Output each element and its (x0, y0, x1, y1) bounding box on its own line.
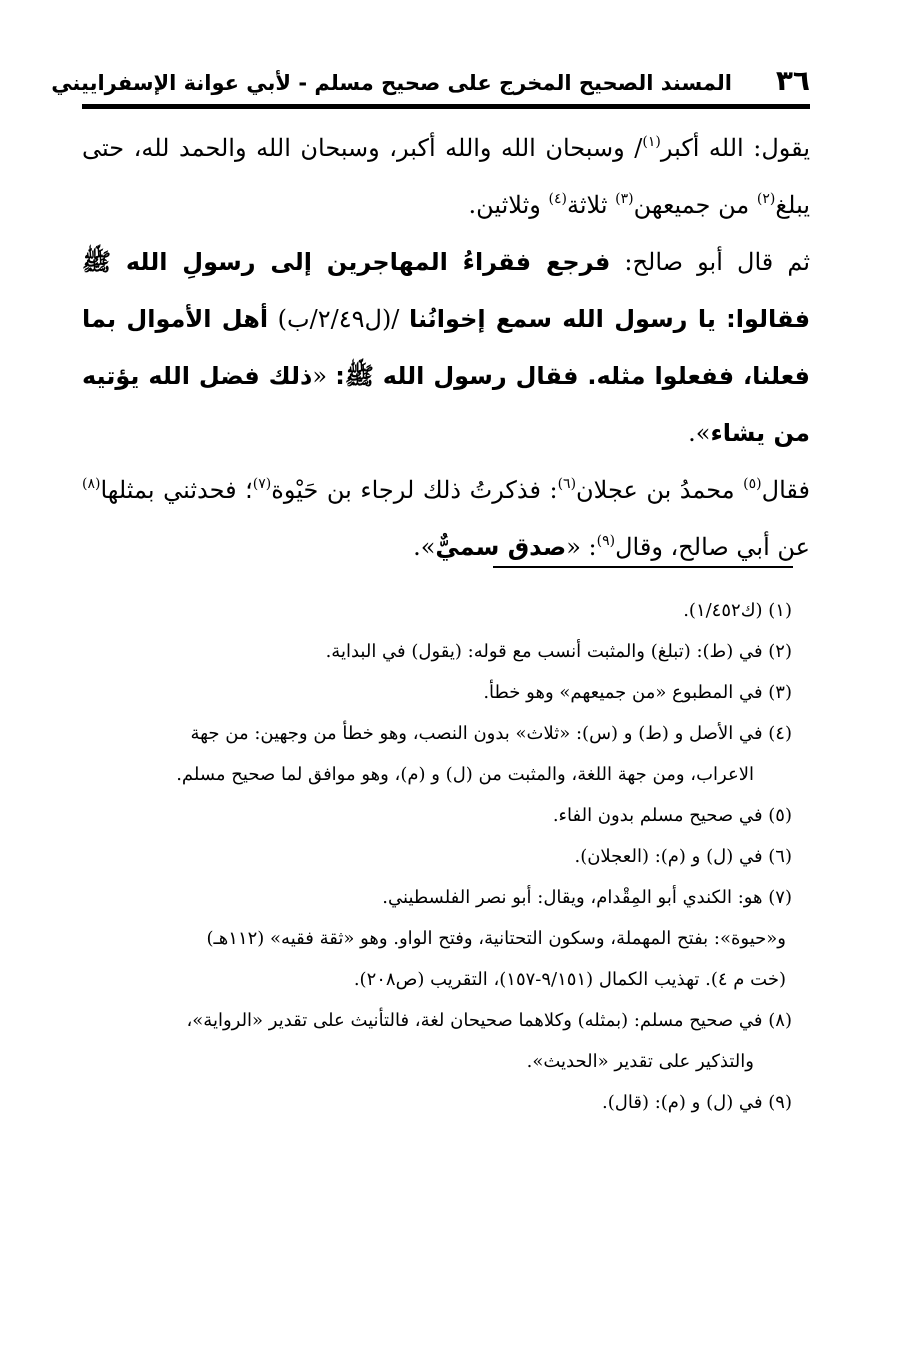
footnote-ref: (٥) (743, 476, 762, 492)
header-rule (82, 104, 810, 109)
page-number: ٣٦ (775, 64, 810, 97)
text-run: ؛ فحدثني بمثلها (100, 476, 253, 504)
text-run: « (312, 362, 336, 390)
footnote-ref: (٤) (548, 191, 567, 207)
text-run: : فذكرتُ ذلك لرجاء بن حَيْوة (271, 476, 558, 504)
text-run: عن أبي صالح، وقال (615, 533, 810, 561)
text-run: ». (413, 533, 436, 561)
page-header (51, 60, 810, 104)
footnote-ref: (٢) (756, 191, 776, 207)
text-run: ». (688, 419, 711, 447)
footnote-6: (٦) في (ل) و (م): (العجلان). (574, 846, 792, 867)
footnotes (82, 590, 792, 1123)
footnote-8: (٨) في صحيح مسلم: (بمثله) وكلاهما صحيحان لغة، فالتأنيث على تقدير «الرواية»، (186, 1010, 792, 1031)
footnote-ref: (٩) (596, 533, 616, 549)
paragraph-1 (82, 120, 810, 234)
footnote-5: (٥) في صحيح مسلم بدون الفاء. (552, 805, 792, 826)
main-text (82, 120, 810, 576)
footnote-7-note: و«حيوة»: بفتح المهملة، وسكون التحتانية، وفتح الواو. وهو «ثقة فقيه» (١١٢هـ) (206, 928, 786, 949)
footnote-8-continued: والتذكير على تقدير «الحديث». (526, 1051, 754, 1072)
footnote-7-note-continued: (خت م ٤). تهذيب الكمال (٩/١٥١-١٥٧)، التقريب (ص٢٠٨). (353, 969, 786, 990)
footnote-4: (٤) في الأصل و (ط) و (س): «ثلاث» بدون النصب، وهو خطأ من وجهين: من جهة (190, 723, 792, 744)
hadith-text: فرجع فقراءُ المهاجرين إلى رسولِ الله ﷺ فقالوا: يا رسول الله سمع إخوانُنا (82, 248, 811, 333)
footnote-ref: (٦) (557, 476, 577, 492)
footnote-2: (٢) في (ط): (تبلغ) والمثبت أنسب مع قوله: (يقول) في البداية. (325, 641, 792, 662)
footnote-9: (٩) في (ل) و (م): (قال). (602, 1092, 792, 1113)
footnote-ref: (٧) (252, 476, 272, 492)
hadith-text: صدق سميٌّ (435, 533, 567, 561)
text-run: فقال (761, 476, 811, 504)
text-run: محمدُ بن عجلان (576, 476, 744, 504)
paragraph-3 (82, 462, 810, 576)
footnote-ref: (١) (642, 134, 661, 150)
footnote-1: (١) (ك١/٤٥٢). (683, 600, 792, 621)
hadith-text: ذلك فضل الله يؤتيه من يشاء (82, 362, 810, 447)
footnote-7: (٧) هو: الكندي أبو المِقْدام، ويقال: أبو نصر الفلسطيني. (382, 887, 792, 908)
text-run: / وسبحان الله والله أكبر، وسبحان الله والحمد لله، حتى يبلغ (82, 134, 810, 219)
text-run: من جميعهن (633, 191, 757, 219)
footnote-3: (٣) في المطبوع «من جميعهم» وهو خطأ. (483, 682, 792, 703)
text-run: يقول: الله أكبر (660, 134, 810, 162)
text-run: ثلاثة (566, 191, 616, 219)
running-title: المسند الصحيح المخرج على صحيح مسلم - لأبي عوانة الإسفراييني (51, 71, 732, 95)
footnote-separator (493, 566, 793, 568)
text-run: وثلاثين. (468, 191, 549, 219)
text-run: ثم قال أبو صالح: (610, 248, 811, 276)
text-run: : « (566, 533, 597, 561)
footnote-ref: (٨) (82, 476, 101, 492)
hadith-text: أهل الأموال بما فعلنا، ففعلوا مثله. فقال رسول الله ﷺ: (82, 305, 811, 390)
paragraph-2 (82, 234, 810, 462)
footnote-4-continued: الاعراب، ومن جهة اللغة، والمثبت من (ل) و (م)، وهو موافق لما صحيح مسلم. (176, 764, 754, 785)
text-run: /(ل٢/٤٩/ب) (268, 305, 409, 333)
footnote-ref: (٣) (615, 191, 634, 207)
